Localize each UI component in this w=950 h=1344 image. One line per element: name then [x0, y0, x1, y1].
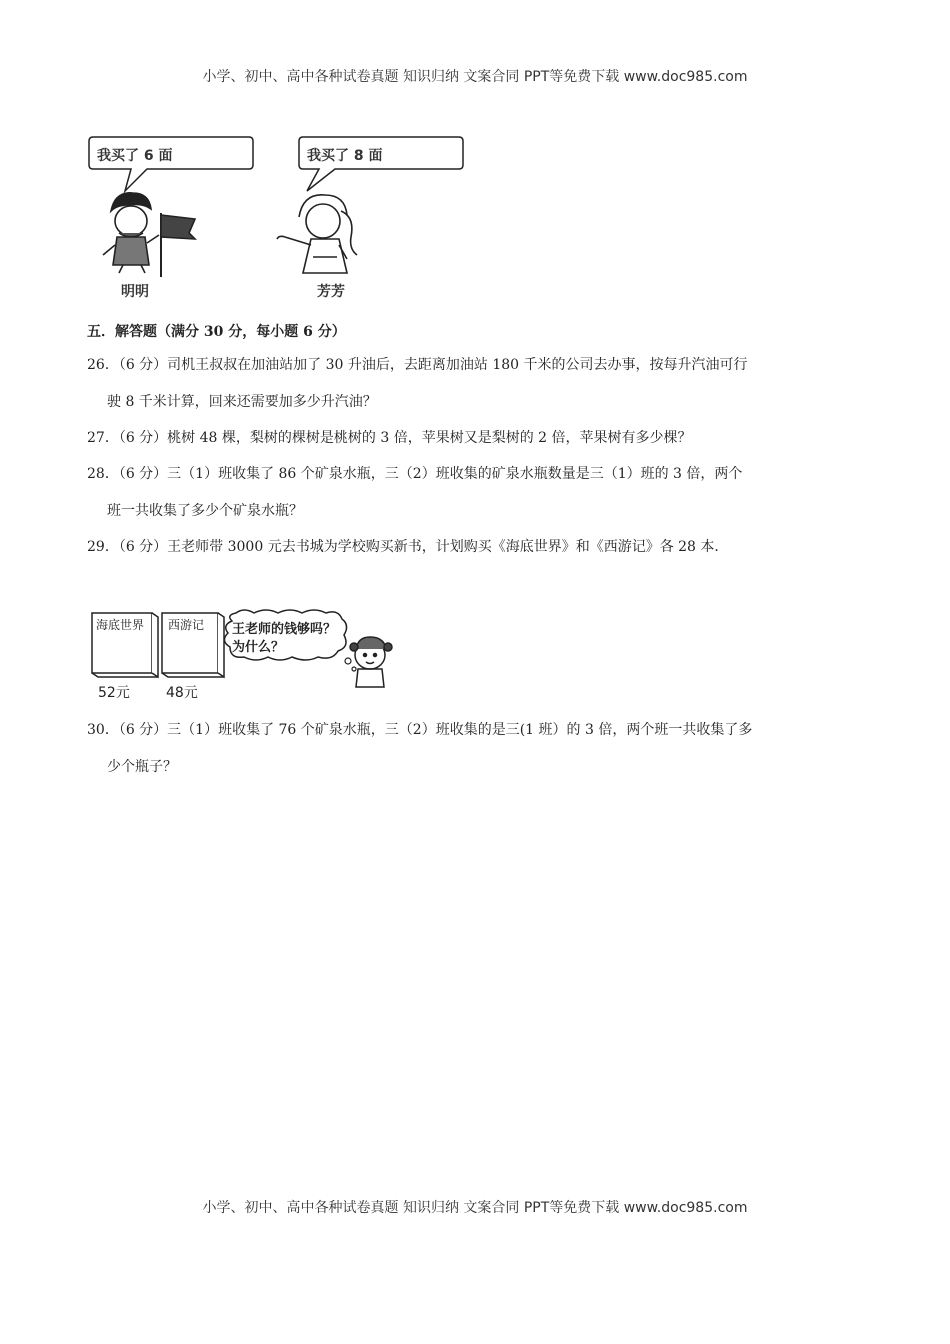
bubble-line-2: 为什么？ [232, 640, 285, 655]
question-30 [87, 712, 867, 786]
flags-illustration [85, 133, 475, 305]
question-text: 27．（6 分）桃树 48 棵，梨树的棵树是桃树的 3 倍，苹果树又是梨树的 2 倍，苹果树有多少棵？ [87, 430, 692, 446]
thought-bubble [224, 610, 356, 671]
question-text-continued: 少个瓶子？ [107, 759, 177, 775]
boy-speech-bubble [89, 137, 253, 191]
question-text: 26．（6 分）司机王叔叔在加油站加了 30 升油后，去距离加油站 180 千米的公司去办事，按每升汽油可行 [87, 357, 748, 373]
book2-title: 西游记 [168, 618, 205, 632]
question-text: 30．（6 分）三（1）班收集了 76 个矿泉水瓶，三（2）班收集的是三(1 班）的 3 倍，两个班一共收集了多 [87, 722, 753, 738]
page-footer: 小学、初中、高中各种试卷真题 知识归纳 文案合同 PPT等免费下载 www.doc985.com [202, 1200, 748, 1216]
section-title: 五．解答题（满分 30 分，每小题 6 分） [87, 324, 346, 340]
book-xiyouji [162, 613, 224, 677]
books-illustration [86, 607, 396, 702]
boy-figure [103, 193, 195, 277]
page-header: 小学、初中、高中各种试卷真题 知识归纳 文案合同 PPT等免费下载 www.doc985.com [202, 69, 748, 85]
girl-figure [277, 195, 357, 273]
book1-title: 海底世界 [96, 618, 145, 632]
question-text-continued: 班一共收集了多少个矿泉水瓶？ [107, 503, 303, 519]
boy-name: 明明 [121, 284, 149, 300]
question-28 [87, 456, 867, 530]
question-27 [87, 420, 867, 457]
question-text: 29．（6 分）王老师带 3000 元去书城为学校购买新书，计划购买《海底世界》和《西游记》各 28 本． [87, 539, 729, 555]
boy-bubble-text: 我买了 6 面 [97, 148, 173, 164]
book-haidi-shijie [92, 613, 158, 677]
girl-name: 芳芳 [317, 284, 345, 300]
book2-price: 48元 [166, 685, 198, 701]
question-29 [87, 529, 867, 566]
bubble-line-1: 王老师的钱够吗？ [232, 622, 337, 637]
question-26 [87, 347, 867, 421]
thinking-girl-figure [350, 637, 392, 687]
question-text: 28．（6 分）三（1）班收集了 86 个矿泉水瓶，三（2）班收集的矿泉水瓶数量是三（1）班的 3 倍，两个 [87, 466, 743, 482]
question-text-continued: 驶 8 千米计算，回来还需要加多少升汽油？ [107, 394, 377, 410]
girl-speech-bubble [299, 137, 463, 191]
girl-bubble-text: 我买了 8 面 [307, 148, 383, 164]
book1-price: 52元 [98, 685, 130, 701]
